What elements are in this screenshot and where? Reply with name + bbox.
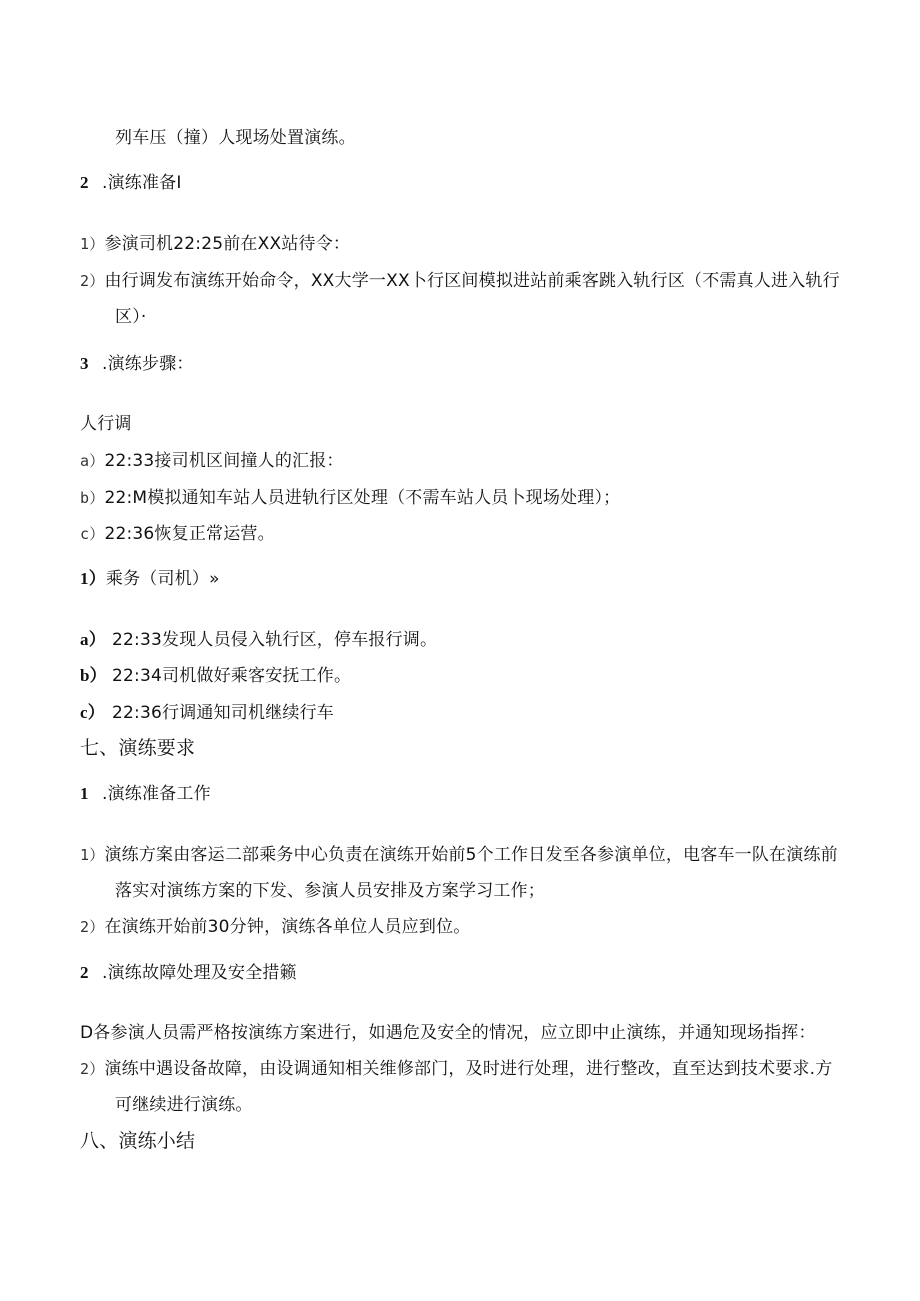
list-text: 演练中遇设备故障，由设调通知相关维修部门，及时进行处理，进行整改，直至达到技术要求.方 bbox=[104, 1059, 833, 1079]
list-text: 可继续进行演练。 bbox=[115, 1095, 253, 1115]
list-item bbox=[80, 1058, 832, 1080]
list-text: 22:34司机做好乘客安抚工作。 bbox=[112, 666, 352, 686]
section-heading-steps bbox=[80, 353, 194, 375]
list-text: 22:36行调通知司机继续行车 bbox=[112, 703, 334, 723]
list-text: 在演练开始前30分钟，演练各单位人员应到位。 bbox=[104, 917, 471, 937]
list-item-continuation bbox=[115, 306, 147, 328]
section-number: 3 bbox=[80, 354, 89, 373]
intro-continuation bbox=[115, 127, 356, 149]
list-marker: c） bbox=[80, 525, 105, 543]
list-text: D各参演人员需严格按演练方案进行，如遇危及安全的情况，应立即中止演练，并通知现场指挥： bbox=[80, 1023, 816, 1043]
list-marker: 1） bbox=[80, 569, 106, 588]
list-text: 22:33接司机区间撞人的汇报： bbox=[104, 451, 344, 471]
list-marker: 2） bbox=[80, 918, 105, 936]
subsection-heading bbox=[80, 568, 220, 590]
section-heading-prep bbox=[80, 172, 182, 194]
list-item bbox=[80, 487, 620, 509]
section-heading-prep-work bbox=[80, 783, 211, 805]
subsection-heading bbox=[80, 413, 132, 435]
list-item bbox=[80, 523, 275, 545]
list-item bbox=[80, 1022, 816, 1044]
list-marker: 2） bbox=[80, 272, 105, 290]
section-title: .演练步骤： bbox=[102, 354, 194, 374]
list-item bbox=[80, 702, 334, 724]
section-number: 1 bbox=[80, 784, 89, 803]
chapter-heading-requirements bbox=[80, 737, 195, 759]
list-marker: 1） bbox=[80, 846, 105, 864]
list-text: 22:36恢复正常运营。 bbox=[104, 524, 275, 544]
chapter-heading-summary bbox=[80, 1130, 195, 1152]
list-marker: b） bbox=[80, 666, 107, 685]
section-title: .演练准备工作 bbox=[102, 784, 211, 804]
list-marker: 1） bbox=[80, 235, 105, 253]
list-item bbox=[80, 450, 344, 472]
section-title: .演练故障处理及安全措籁 bbox=[102, 963, 297, 983]
list-marker: a） bbox=[80, 630, 106, 649]
section-title: .演练准备I bbox=[102, 173, 182, 193]
list-marker: c） bbox=[80, 703, 105, 722]
list-item-continuation bbox=[115, 1094, 253, 1116]
section-heading-safety bbox=[80, 962, 297, 984]
list-item bbox=[80, 270, 840, 292]
list-item bbox=[80, 916, 470, 938]
list-item bbox=[80, 629, 437, 651]
list-text: 参演司机22:25前在XX站待令： bbox=[104, 234, 351, 254]
chapter-title: 七、演练要求 bbox=[80, 737, 196, 759]
list-text: 区）· bbox=[115, 307, 147, 327]
list-item-continuation bbox=[115, 880, 545, 902]
list-text: 演练方案由客运二部乘务中心负责在演练开始前5个工作日发至各参演单位，电客车一队在演练前 bbox=[104, 845, 838, 865]
chapter-title: 八、演练小结 bbox=[80, 1130, 196, 1152]
list-marker: a） bbox=[80, 452, 105, 470]
line-text: 列车压（撞）人现场处置演练。 bbox=[115, 128, 356, 148]
list-text: 由行调发布演练开始命令，XX大学一XX卜行区间模拟进站前乘客跳入轨行区（不需真人进入轨行 bbox=[104, 271, 840, 291]
list-marker: b） bbox=[80, 489, 105, 507]
list-item bbox=[80, 665, 351, 687]
subsection-title: 乘务（司机）» bbox=[105, 569, 220, 589]
section-number: 2 bbox=[80, 963, 89, 982]
subsection-title: 人行调 bbox=[80, 414, 132, 434]
list-text: 22:M模拟通知车站人员进轨行区处理（不需车站人员卜现场处理）； bbox=[104, 488, 621, 508]
section-number: 2 bbox=[80, 173, 89, 192]
list-marker: 2） bbox=[80, 1060, 105, 1078]
list-item bbox=[80, 844, 838, 866]
list-text: 22:33发现人员侵入轨行区，停车报行调。 bbox=[112, 630, 438, 650]
list-text: 落实对演练方案的下发、参演人员安排及方案学习工作； bbox=[115, 881, 545, 901]
list-item bbox=[80, 233, 350, 255]
